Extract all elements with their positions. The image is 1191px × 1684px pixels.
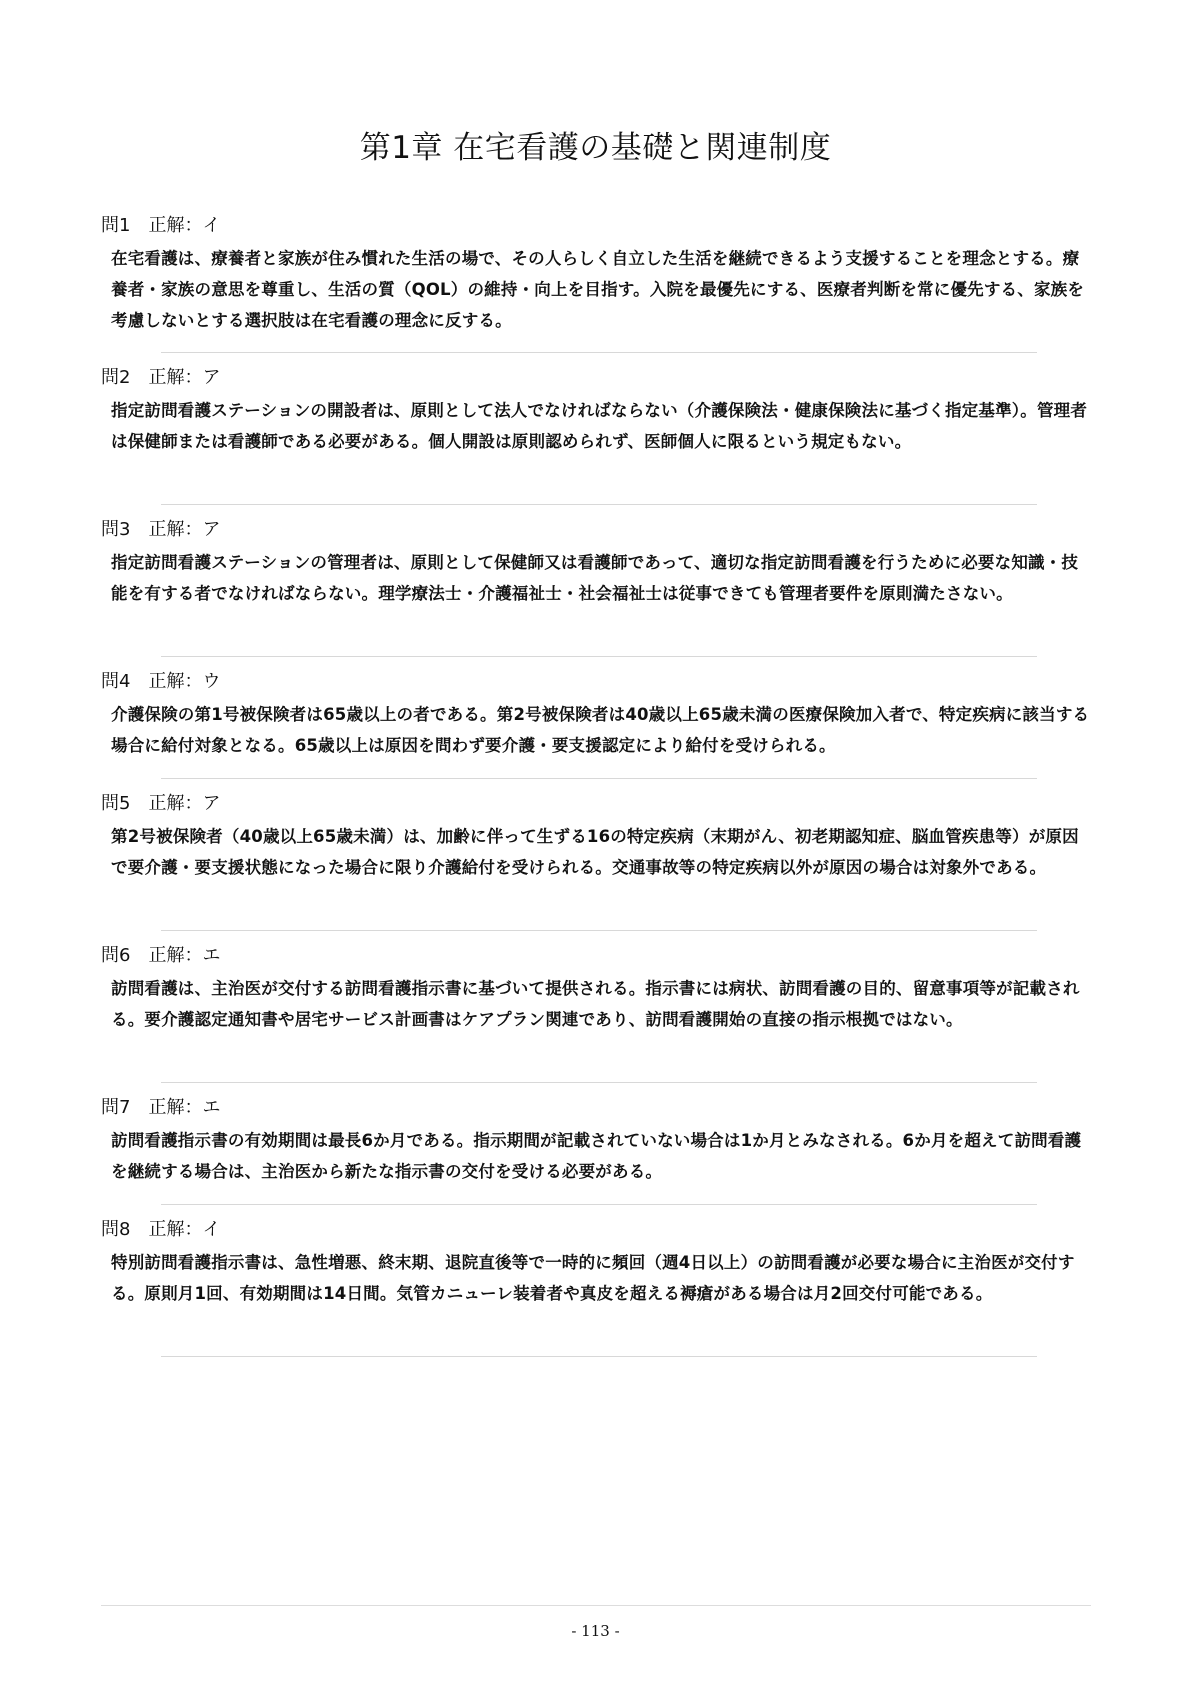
divider [161, 1356, 1037, 1357]
correct-answer: 正解：ア [148, 367, 221, 388]
answer-explanation: 特別訪問看護指示書は、急性増悪、終末期、退院直後等で一時的に頻回（週4日以上）の訪問看護が必要な場合に主治医が交付する。原則月1回、有効期間は14日間。気管カニューレ装着者や真皮を超える褥瘡がある場合は月2回交付可能である。 [111, 1253, 1075, 1303]
answer-heading [101, 517, 1091, 543]
question-number: 問6 [101, 945, 131, 966]
answer-item-6 [101, 943, 1091, 1095]
answer-heading [101, 669, 1091, 695]
correct-answer: 正解：エ [148, 945, 221, 966]
answer-item-7 [101, 1095, 1091, 1217]
answer-explanation: 訪問看護は、主治医が交付する訪問看護指示書に基づいて提供される。指示書には病状、訪問看護の目的、留意事項等が記載される。要介護認定通知書や居宅サービス計画書はケアプラン関連であり、訪問看護開始の直接の指示根拠ではない。 [111, 979, 1080, 1029]
footer-divider [101, 1605, 1091, 1606]
answer-item-3 [101, 517, 1091, 669]
correct-answer: 正解：イ [148, 215, 221, 236]
answer-item-5 [101, 791, 1091, 943]
answer-heading [101, 213, 1091, 239]
answer-explanation: 在宅看護は、療養者と家族が住み慣れた生活の場で、その人らしく自立した生活を継続できるよう支援することを理念とする。療養者・家族の意思を尊重し、生活の質（QOL）の維持・向上を目指す。入院を最優先にする、医療者判断を常に優先する、家族を考慮しないとする選択肢は在宅看護の理念に反する。 [111, 249, 1085, 330]
answer-heading [101, 365, 1091, 391]
answer-heading [101, 1217, 1091, 1243]
divider [161, 504, 1037, 505]
answer-heading [101, 943, 1091, 969]
question-number: 問1 [101, 215, 131, 236]
answer-explanation: 第2号被保険者（40歳以上65歳未満）は、加齢に伴って生ずる16の特定疾病（末期がん、初老期認知症、脳血管疾患等）が原因で要介護・要支援状態になった場合に限り介護給付を受けられる。交通事故等の特定疾病以外が原因の場合は対象外である。 [111, 827, 1079, 877]
divider [161, 930, 1037, 931]
answer-explanation: 介護保険の第1号被保険者は65歳以上の者である。第2号被保険者は40歳以上65歳未満の医療保険加入者で、特定疾病に該当する場合に給付対象となる。65歳以上は原因を問わず要介護・要支援認定により給付を受けられる。 [111, 705, 1090, 755]
answer-item-1 [101, 213, 1091, 365]
divider [161, 656, 1037, 657]
question-number: 問5 [101, 793, 131, 814]
question-number: 問7 [101, 1097, 131, 1118]
answer-heading [101, 1095, 1091, 1121]
question-number: 問4 [101, 671, 131, 692]
answer-explanation: 指定訪問看護ステーションの管理者は、原則として保健師又は看護師であって、適切な指定訪問看護を行うために必要な知識・技能を有する者でなければならない。理学療法士・介護福祉士・社会福祉士は従事できても管理者要件を原則満たさない。 [111, 553, 1079, 603]
question-number: 問2 [101, 367, 131, 388]
answer-explanation: 指定訪問看護ステーションの開設者は、原則として法人でなければならない（介護保険法・健康保険法に基づく指定基準）。管理者は保健師または看護師である必要がある。個人開設は原則認められず、医師個人に限るという規定もない。 [111, 401, 1088, 451]
correct-answer: 正解：ア [148, 793, 221, 814]
answer-list [101, 213, 1091, 1369]
answer-item-8 [101, 1217, 1091, 1369]
divider [161, 778, 1037, 779]
divider [161, 1204, 1037, 1205]
answer-explanation: 訪問看護指示書の有効期間は最長6か月である。指示期間が記載されていない場合は1か月とみなされる。6か月を超えて訪問看護を継続する場合は、主治医から新たな指示書の交付を受ける必要がある。 [111, 1131, 1082, 1181]
divider [161, 352, 1037, 353]
question-number: 問3 [101, 519, 131, 540]
answer-item-2 [101, 365, 1091, 517]
correct-answer: 正解：ウ [148, 671, 221, 692]
correct-answer: 正解：イ [148, 1219, 221, 1240]
correct-answer: 正解：ア [148, 519, 221, 540]
answer-item-4 [101, 669, 1091, 791]
answer-heading [101, 791, 1091, 817]
divider [161, 1082, 1037, 1083]
question-number: 問8 [101, 1219, 131, 1240]
correct-answer: 正解：エ [148, 1097, 221, 1118]
page-number: - 113 - [571, 1622, 620, 1640]
chapter-title: 第1章 在宅看護の基礎と関連制度 [359, 130, 832, 166]
